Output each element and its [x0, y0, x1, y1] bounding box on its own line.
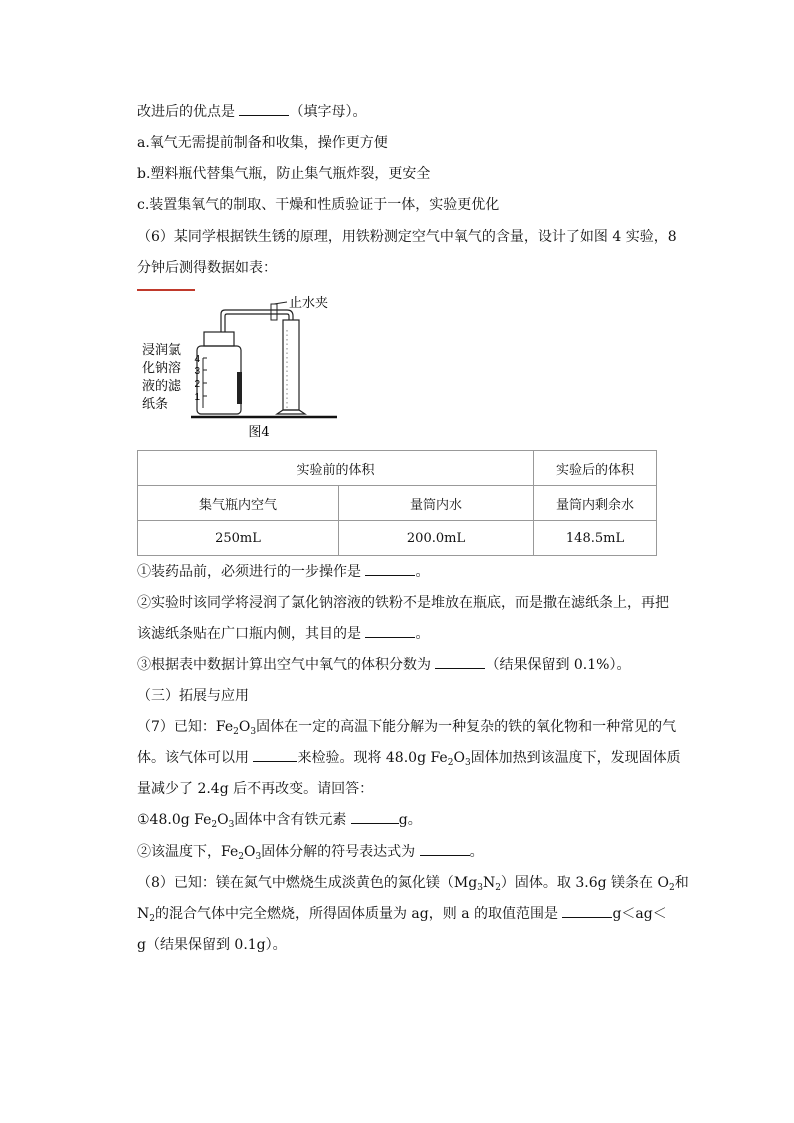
col-remaining: 量筒内剩余水 — [534, 486, 657, 521]
answer-blank[interactable] — [365, 562, 415, 576]
value-remaining: 148.5mL — [534, 521, 657, 556]
text: （填字母）。 — [289, 104, 367, 120]
cylinder-base — [277, 410, 305, 414]
paper-label-1: 浸润氯 — [142, 343, 182, 358]
question-7-answer-2: ②该温度下，$Fe_2O_3$固体分解的符号表达式为 。 — [137, 844, 484, 862]
table-row — [138, 521, 657, 556]
text: 改进后的优点是 — [137, 104, 240, 120]
col-water: 量筒内水 — [339, 486, 534, 521]
figure-4-apparatus — [137, 290, 337, 440]
section-3-title: （三）拓展与应用 — [137, 688, 249, 704]
table-row — [138, 451, 657, 486]
answer-blank[interactable] — [239, 102, 289, 116]
answer-blank[interactable] — [435, 655, 485, 669]
jar-body — [197, 346, 241, 414]
value-water: 200.0mL — [339, 521, 534, 556]
question-7-line2: 体。该气体可以用 来检验。现将 48.0g $Fe_2O_3$固体加热到该温度下，发现固体质 — [137, 750, 681, 768]
figure-caption: 图4 — [248, 425, 270, 440]
paper-label-4: 纸条 — [142, 397, 169, 412]
question-8-line3: g（结果保留到 0.1g）。 — [137, 937, 287, 953]
jar-stopper — [204, 332, 234, 346]
option-b: b.塑料瓶代替集气瓶，防止集气瓶炸裂，更安全 — [137, 166, 431, 182]
answer-blank[interactable] — [420, 842, 470, 856]
mark-2: 2 — [194, 379, 200, 390]
clip-icon — [271, 304, 277, 320]
question-8-line1: （8）已知：镁在氮气中燃烧生成淡黄色的氮化镁$(Mg_3N_2)$固体。取 3.6g 镁条在 $O_2$和 — [137, 875, 689, 893]
mark-1: 1 — [194, 392, 200, 403]
answer-line-advantage — [137, 102, 366, 122]
sub-question-2-line1: ②实验时该同学将浸润了氯化钠溶液的铁粉不是堆放在瓶底，而是撒在滤纸条上，再把 — [137, 595, 669, 611]
paper-label-2: 化钠溶 — [142, 361, 182, 376]
question-7-answer-1: ①48.0g $Fe_2O_3$固体中含有铁元素 g。 — [137, 812, 422, 830]
question-7-line3: 量减少了 2.4g 后不再改变。请回答： — [137, 781, 374, 797]
paper-label-3: 液的滤 — [142, 379, 182, 394]
question-6-line1: （6）某同学根据铁生锈的原理，用铁粉测定空气中氧气的含量，设计了如图 4 实验，8 — [137, 229, 677, 245]
sub-question-3: ③根据表中数据计算出空气中氧气的体积分数为 （结果保留到 0.1%）。 — [137, 657, 631, 673]
answer-blank[interactable] — [365, 624, 415, 638]
question-6-line2: 分钟后测得数据如表： — [137, 260, 277, 276]
answer-blank[interactable] — [253, 748, 297, 762]
col-air: 集气瓶内空气 — [138, 486, 339, 521]
answer-blank[interactable] — [562, 904, 612, 918]
mark-4: 4 — [194, 354, 200, 365]
mark-3: 3 — [194, 366, 200, 377]
data-table — [137, 450, 657, 556]
sub-question-2-line2: 该滤纸条贴在广口瓶内侧，其目的是 。 — [137, 626, 430, 642]
measuring-cylinder — [283, 320, 299, 410]
filter-paper-strip — [237, 372, 242, 404]
header-after: 实验后的体积 — [534, 451, 657, 486]
table-row — [138, 486, 657, 521]
question-8-line2: $N_2$的混合气体中完全燃烧，所得固体质量为 ag，则 a 的取值范围是 g＜ag＜ — [137, 906, 667, 924]
question-7-line1: （7）已知：$Fe_2O_3$固体在一定的高温下能分解为一种复杂的铁的氧化物和一种常见的气 — [137, 719, 677, 737]
answer-blank[interactable] — [351, 810, 399, 824]
value-air: 250mL — [138, 521, 339, 556]
stopper-label: 止水夹 — [289, 296, 329, 311]
header-before: 实验前的体积 — [138, 451, 534, 486]
option-a: a.氧气无需提前制备和收集，操作更方便 — [137, 135, 388, 151]
sub-question-1: ①装药品前，必须进行的一步操作是 。 — [137, 564, 430, 580]
option-c: c.装置集氧气的制取、干燥和性质验证于一体，实验更优化 — [137, 197, 500, 213]
